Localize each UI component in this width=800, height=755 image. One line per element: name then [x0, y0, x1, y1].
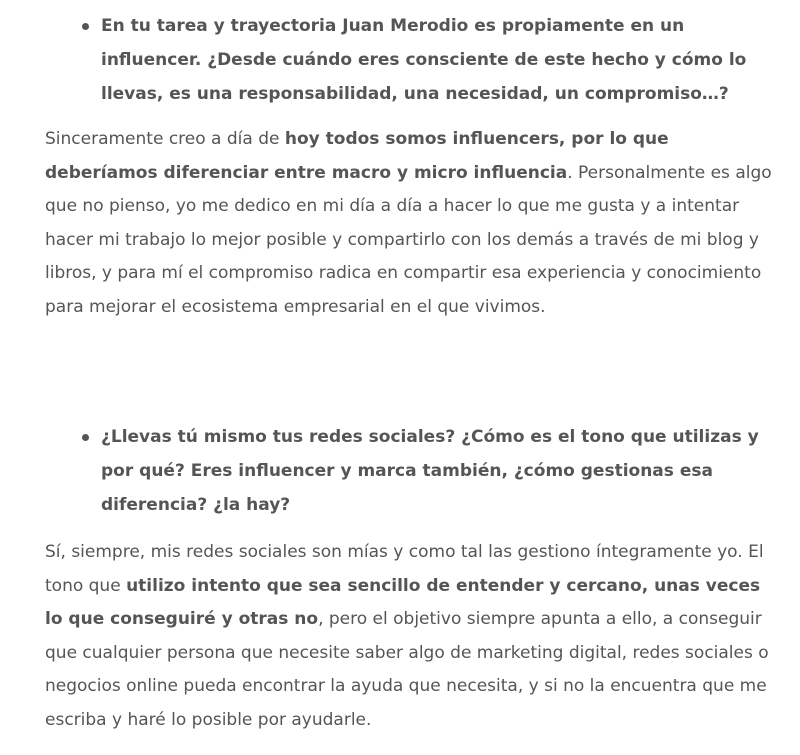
- question-list: [45, 420, 775, 522]
- answer-paragraph: [45, 123, 775, 324]
- qa-block-2: [45, 420, 775, 737]
- qa-block-1: [45, 0, 775, 324]
- question-item: [101, 9, 775, 111]
- answer-bold-text: hoy todos somos influencers, por lo que deberíamos diferenciar entre macro y micro influencia: [45, 129, 669, 183]
- question-list: [45, 0, 775, 111]
- bullet-icon: [82, 23, 89, 30]
- answer-paragraph: [45, 536, 775, 737]
- question-text: En tu tarea y trayectoria Juan Merodio es propiamente en un influencer. ¿Desde cuándo eres consciente de este hecho y cómo lo llevas, es una responsabilidad, una necesidad, un compromiso…?: [101, 16, 747, 104]
- answer-tail-text: , pero el objetivo siempre apunta a ello, a conseguir que cualquier persona que necesite saber algo de marketing digital, redes sociales o negocios online pueda encontrar la ayuda que necesita, y si no la encuentra que me escriba y haré lo posible por ayudarle.: [45, 609, 769, 730]
- answer-bold-text: utilizo intento que sea sencillo de entender y cercano, unas veces lo que conseguiré y otras no: [45, 575, 761, 629]
- question-text: ¿Llevas tú mismo tus redes sociales? ¿Cómo es el tono que utilizas y por qué? Eres influencer y marca también, ¿cómo gestionas esa diferencia? ¿la hay?: [101, 427, 759, 515]
- bullet-icon: [82, 434, 89, 441]
- answer-lead-text: Sinceramente creo a día de: [45, 129, 285, 149]
- article-body: [45, 0, 775, 730]
- answer-tail-text: . Personalmente es algo que no pienso, yo me dedico en mi día a día a hacer lo que me gusta y a intentar hacer mi trabajo lo mejor posible y compartirlo con los demás a través de mi blog y libros, y para mí el compromiso radica en compartir esa experiencia y conocimiento para mejorar el ecosistema empresarial en el que vivimos.: [45, 162, 772, 317]
- question-item: [101, 420, 775, 522]
- answer-lead-text: Sí, siempre, mis redes sociales son mías y como tal las gestiono íntegramente yo. El tono que: [45, 542, 764, 596]
